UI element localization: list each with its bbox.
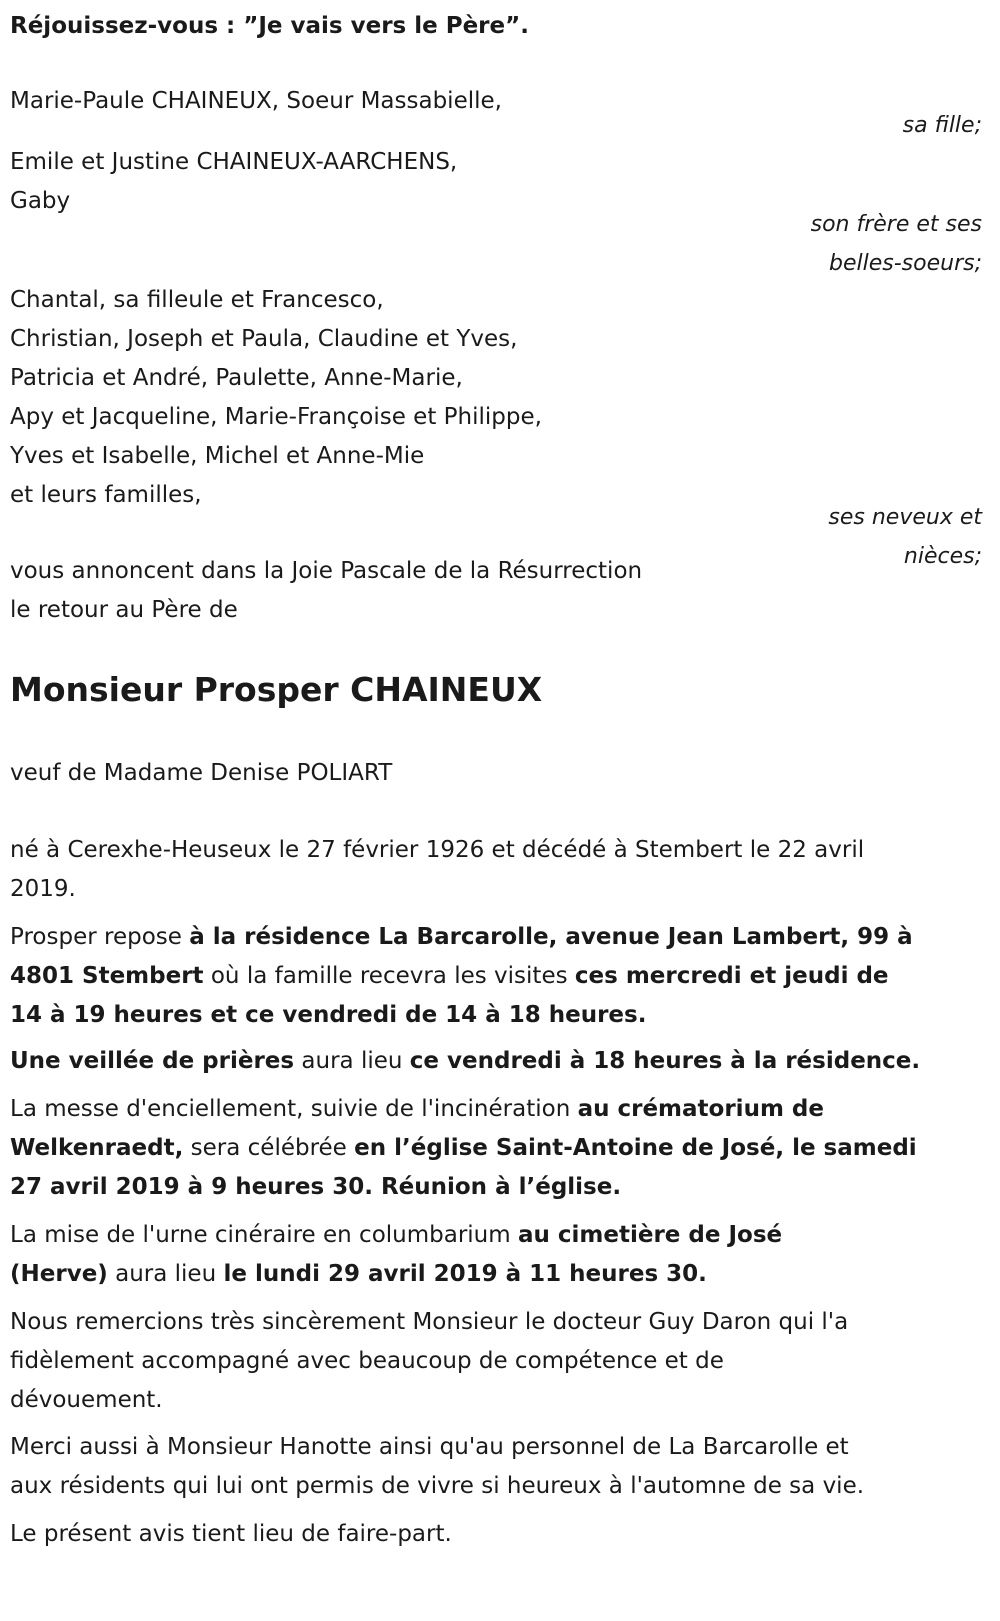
siblings-block: Emile et Justine CHAINEUX-AARCHENS, Gaby [10, 149, 458, 214]
daughter-line: Marie-Paule CHAINEUX, Soeur Massabielle, [10, 88, 502, 114]
nephews-role: ses neveux et nièces; [828, 505, 982, 569]
notice-heading: Réjouissez-vous : ”Je vais vers le Père”. [10, 13, 529, 39]
urn-info: La mise de l'urne cinéraire en columbarium au cimetière de José (Herve) aura lieu le lundi 29 avril 2019 à 11 heures 30. [10, 1222, 783, 1287]
siblings-role: son frère et ses belles-soeurs; [810, 212, 982, 276]
mass-info: La messe d'enciellement, suivie de l'incinération au crématorium de Welkenraedt, sera célébrée en l’église Saint-Antoine de José, le samedi 27 avril 2019 à 9 heures 30. Réunion à l’église. [10, 1096, 917, 1200]
vigil-info: Une veillée de prières aura lieu ce vendredi à 18 heures à la résidence. [10, 1048, 921, 1074]
deceased-name: Monsieur Prosper CHAINEUX [10, 670, 543, 709]
thanks-staff: Merci aussi à Monsieur Hanotte ainsi qu'au personnel de La Barcarolle et aux résidents qui lui ont permis de vivre si heureux à l'automne de sa vie. [10, 1434, 865, 1499]
daughter-role: sa fille; [902, 113, 982, 138]
nephews-block: Chantal, sa filleule et Francesco, Christian, Joseph et Paula, Claudine et Yves, Patricia et André, Paulette, Anne-Marie, Apy et Jacqueline, Marie-Françoise et Philippe, Yves et Isabelle, Michel et Anne-Mie et leurs familles, [10, 287, 542, 508]
visitation-info: Prosper repose à la résidence La Barcarolle, avenue Jean Lambert, 99 à 4801 Stembert où la famille recevra les visites ces mercredi et jeudi de 14 à 19 heures et ce vendredi de 14 à 18 heures. [10, 924, 913, 1028]
birth-death: né à Cerexhe-Heuseux le 27 février 1926 et décédé à Stembert le 22 avril 2019. [10, 837, 865, 902]
widower-line: veuf de Madame Denise POLIART [10, 760, 393, 786]
thanks-doctor: Nous remercions très sincèrement Monsieur le docteur Guy Daron qui l'a fidèlement accompagné avec beaucoup de compétence et de dévouement. [10, 1309, 849, 1413]
closing-line: Le présent avis tient lieu de faire-part. [10, 1521, 452, 1547]
announcement: vous annoncent dans la Joie Pascale de la Résurrection le retour au Père de [10, 558, 643, 623]
